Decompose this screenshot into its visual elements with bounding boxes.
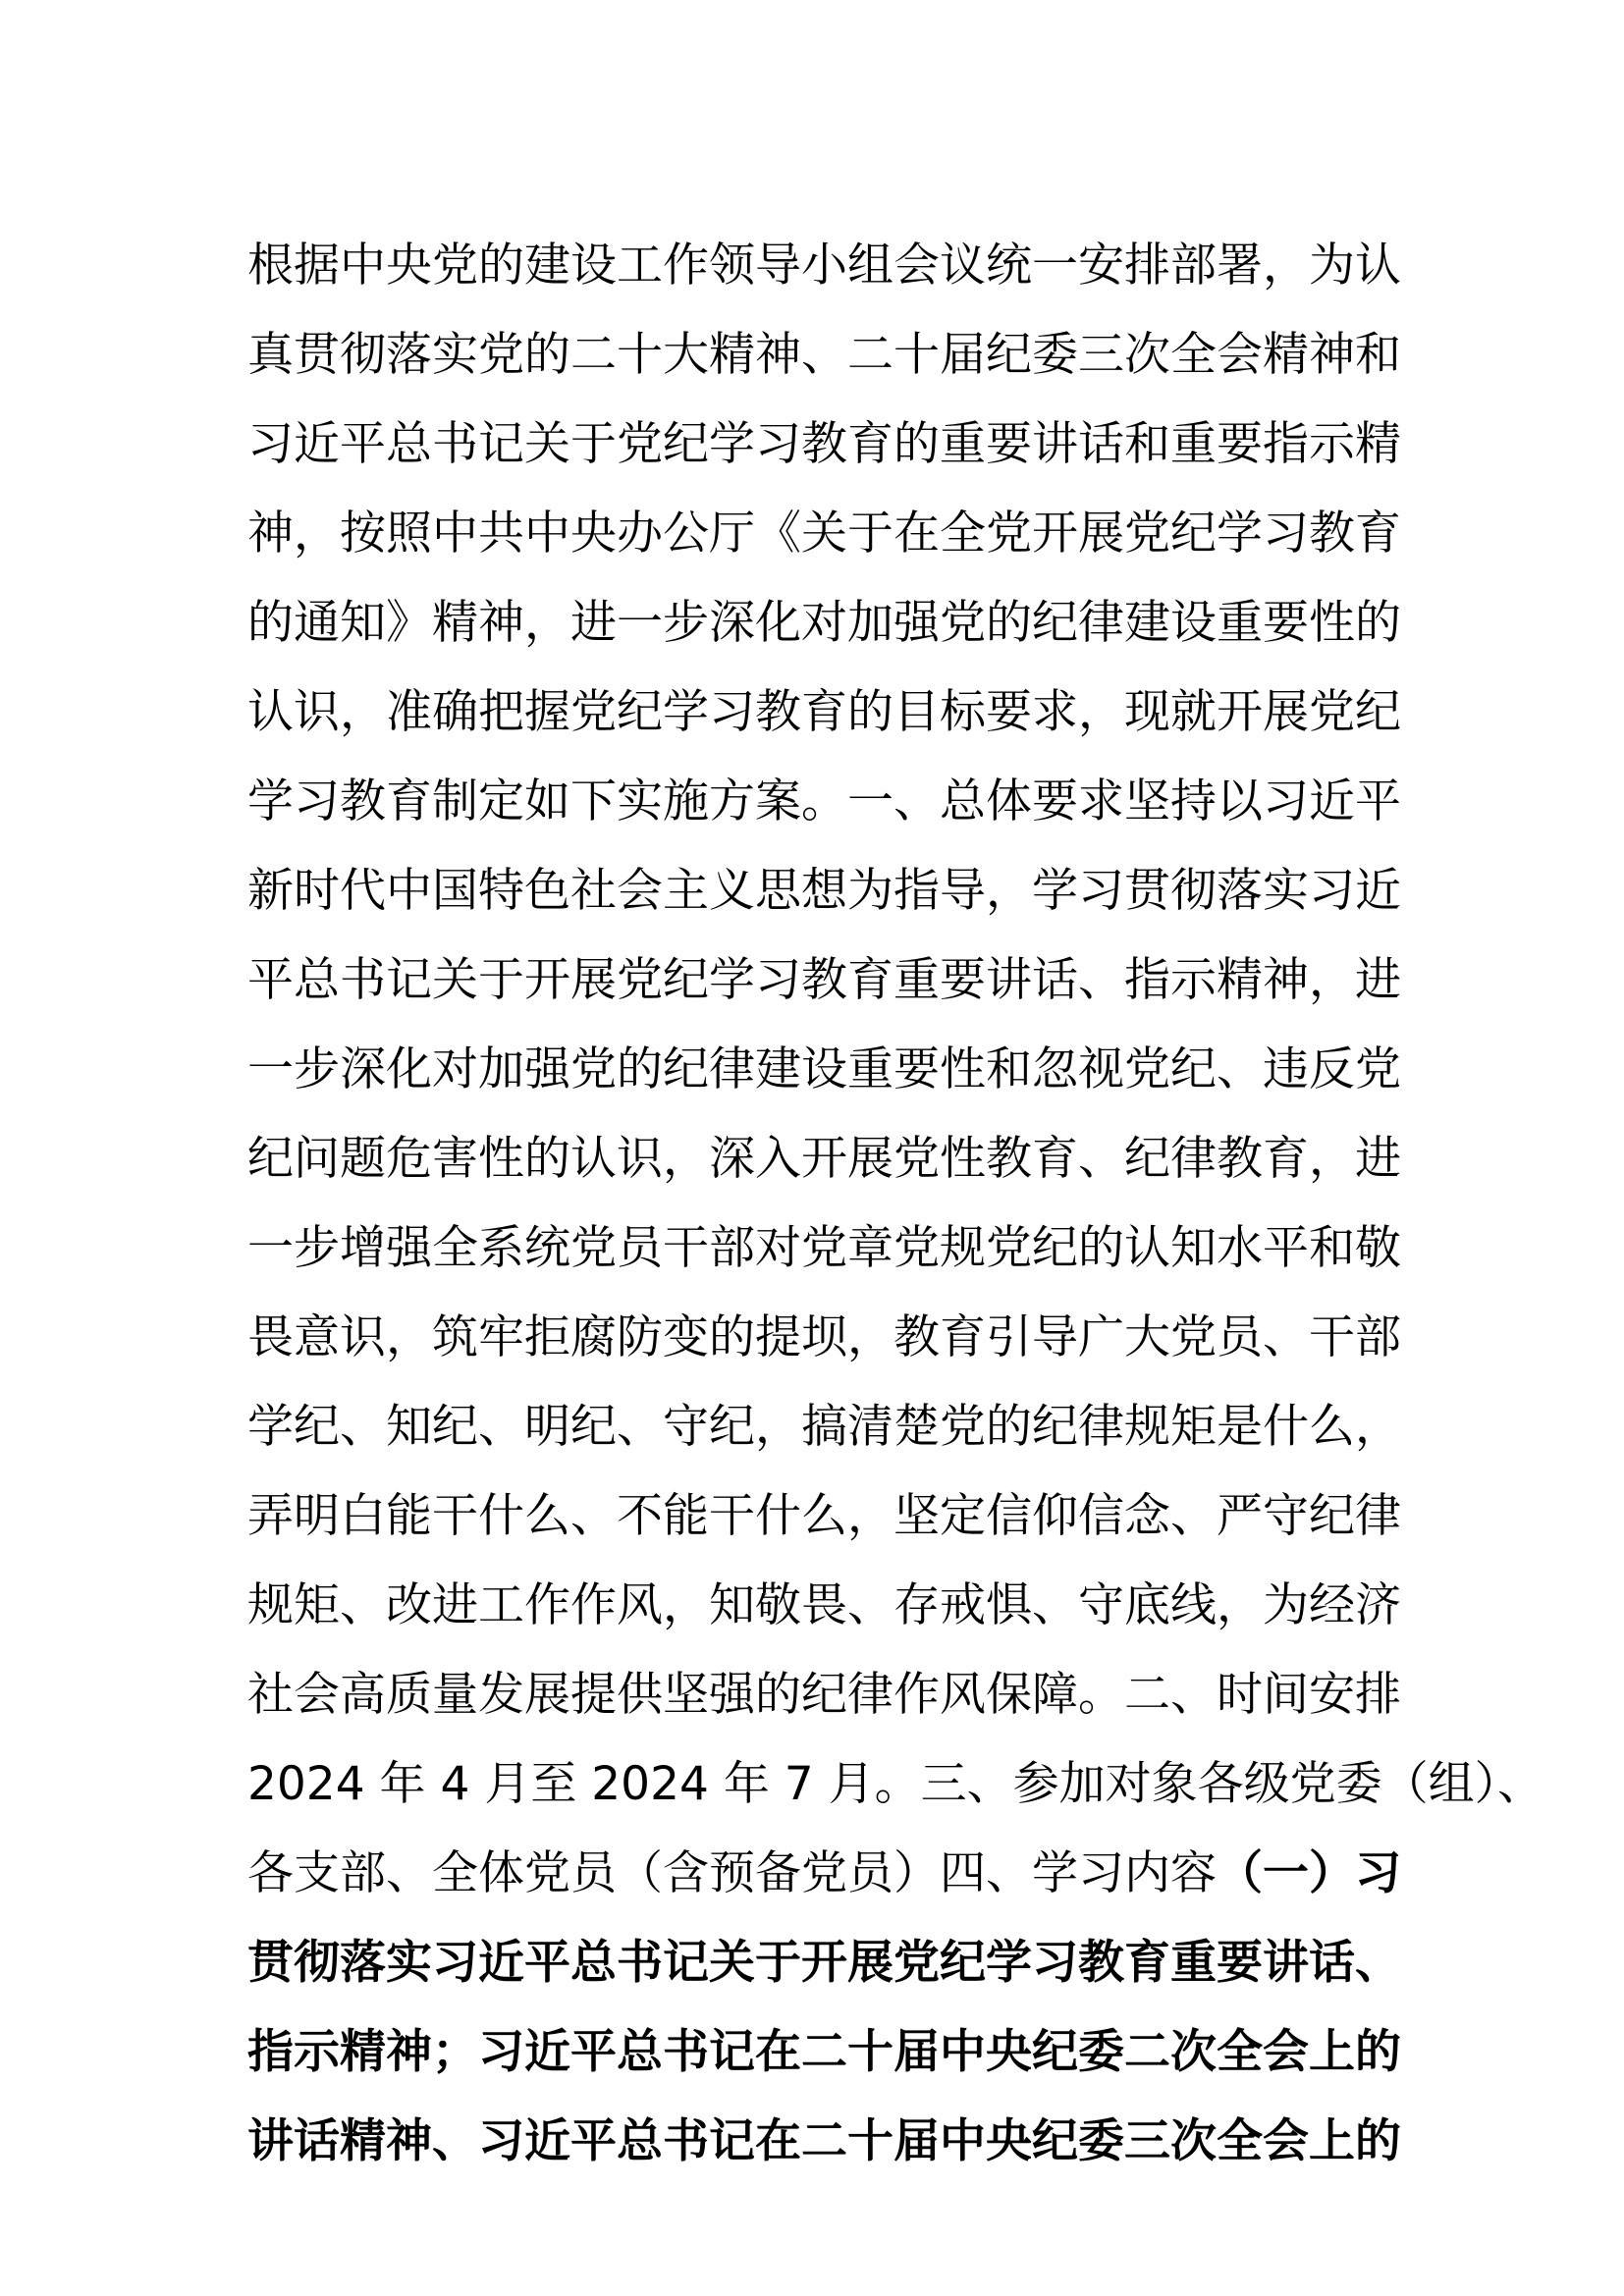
- paragraph-line: [247, 221, 1401, 310]
- line-text: 根据中央党的建设工作领导小组会议统一安排部署，为认: [247, 239, 1401, 293]
- bold-heading-text: 讲话精神、习近平总书记在二十届中央纪委三次全会上的: [247, 2114, 1401, 2168]
- paragraph-line: [247, 1471, 1401, 1561]
- document-body: [247, 221, 1544, 2186]
- paragraph-line: [247, 1203, 1401, 1293]
- paragraph-line: [247, 935, 1401, 1025]
- line-text: 真贯彻落实党的二十大精神、二十届纪委三次全会精神和: [247, 328, 1401, 382]
- paragraph-line: [247, 1025, 1401, 1114]
- paragraph-line: [247, 757, 1401, 846]
- paragraph-line: [247, 578, 1401, 667]
- paragraph-line: [247, 1739, 1544, 1829]
- line-text: 学习教育制定如下实施方案。一、总体要求坚持以习近平: [247, 774, 1401, 828]
- paragraph-line: [247, 846, 1401, 935]
- paragraph-line: [247, 489, 1401, 578]
- bold-heading-text: （一）习: [1217, 1846, 1401, 1900]
- line-text: 纪问题危害性的认识，深入开展党性教育、纪律教育，进: [247, 1132, 1401, 1186]
- line-text: 平总书记关于开展党纪学习教育重要讲话、指示精神，进: [247, 953, 1401, 1007]
- line-text: 规矩、改进工作作风，知敬畏、存戒惧、守底线，为经济: [247, 1578, 1401, 1632]
- paragraph-line: [247, 1114, 1401, 1203]
- line-text: 一步增强全系统党员干部对党章党规党纪的认知水平和敬: [247, 1221, 1401, 1275]
- paragraph-line: [247, 400, 1401, 489]
- paragraph-line: [247, 1650, 1401, 1739]
- line-text: 新时代中国特色社会主义思想为指导，学习贯彻落实习近: [247, 864, 1401, 918]
- line-text: 社会高质量发展提供坚强的纪律作风保障。二、时间安排: [247, 1668, 1401, 1722]
- line-text: 认识，准确把握党纪学习教育的目标要求，现就开展党纪: [247, 685, 1401, 739]
- bold-heading-text: 贯彻落实习近平总书记关于开展党纪学习教育重要讲话、: [247, 1936, 1401, 1990]
- line-text: 学纪、知纪、明纪、守纪，搞清楚党的纪律规矩是什么，: [247, 1400, 1401, 1454]
- paragraph-line: [247, 1829, 1401, 1918]
- paragraph-line: [247, 310, 1401, 400]
- paragraph-line: [247, 1382, 1401, 1471]
- line-text: 弄明白能干什么、不能干什么，坚定信仰信念、严守纪律: [247, 1489, 1401, 1543]
- line-text: 一步深化对加强党的纪律建设重要性和忽视党纪、违反党: [247, 1042, 1401, 1096]
- paragraph-line: [247, 1293, 1401, 1382]
- paragraph-line: [247, 2007, 1401, 2097]
- line-text: 畏意识，筑牢拒腐防变的提坝，教育引导广大党员、干部: [247, 1310, 1401, 1364]
- line-text: 的通知》精神，进一步深化对加强党的纪律建设重要性的: [247, 596, 1401, 650]
- bold-heading-text: 指示精神；习近平总书记在二十届中央纪委二次全会上的: [247, 2025, 1401, 2079]
- line-text: 习近平总书记关于党纪学习教育的重要讲话和重要指示精: [247, 417, 1401, 471]
- paragraph-line: [247, 2097, 1401, 2186]
- line-text: 各支部、全体党员（含预备党员）四、学习内容: [247, 1846, 1217, 1900]
- paragraph-line: [247, 667, 1401, 757]
- paragraph-line: [247, 1918, 1401, 2007]
- line-text: 神，按照中共中央办公厅《关于在全党开展党纪学习教育: [247, 507, 1401, 561]
- paragraph-line: [247, 1561, 1401, 1650]
- line-text: 2024 年 4 月至 2024 年 7 月。三、参加对象各级党委（组）、: [247, 1757, 1544, 1811]
